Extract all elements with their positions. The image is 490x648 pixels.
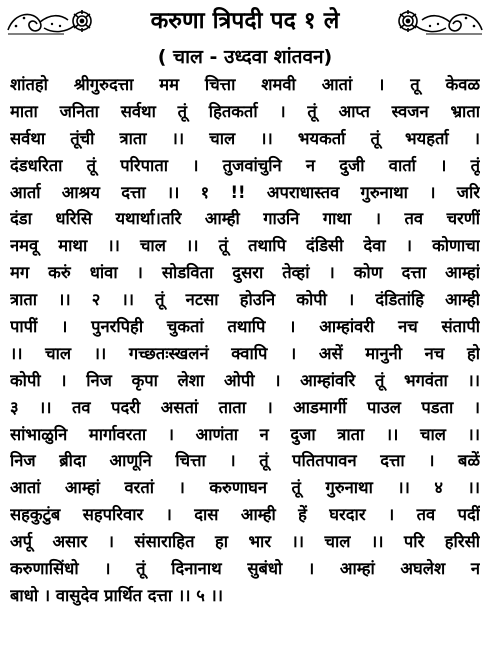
verse-line: सांभाळुनि मार्गावरता । आणंता न दुजा त्राता ।। चाल ।। xyxy=(10,424,480,444)
verse-line: निज ब्रीदा आणूनि चित्ता । तूं पतितपावन दत्ता । बळें xyxy=(10,451,480,471)
verse-line: ।। चाल ।। गच्छतःस्खलनं क्वापि । असें मानुनी नच हो xyxy=(10,343,480,363)
left-scroll-ornament-icon xyxy=(4,4,100,38)
verse-line: पापीं । पुनरपिही चुकतां तथापि । आम्हांवरी नच संतापी xyxy=(10,317,480,337)
page-header xyxy=(0,0,490,46)
right-scroll-ornament-icon xyxy=(390,4,486,38)
verse-line: नमवू माथा ।। चाल ।। तूं तथापि दंडिसी देवा । कोणाचा xyxy=(10,236,480,256)
verse-line: सहकुटुंब सहपरिवार । दास आम्ही हें घरदार । तव पदीं xyxy=(10,505,480,525)
verse-line: कोपी । निज कृपा लेशा ओपी । आम्हांवरि तूं भगवंता ।। xyxy=(10,370,480,390)
verse-line: त्राता ।। २ ।। तूं नटसा होउनि कोपी । दंडितांहि आम्ही xyxy=(10,290,480,310)
verse-line: अर्पू असार । संसाराहित हा भार ।। चाल ।। परि हरिसी xyxy=(10,532,480,552)
verse-line: सर्वथा तूंची त्राता ।। चाल ।। भयकर्ता तूं भयहर्ता । xyxy=(10,128,480,148)
verse-line: मग करुं धांवा । सोडविता दुसरा तेव्हां । कोण दत्ता आम्हां xyxy=(10,263,480,283)
verse-body xyxy=(10,72,480,610)
verse-line: आर्ता आश्रय दत्ता ।। १ !! अपराधास्तव गुरुनाथा । जरि xyxy=(10,182,480,202)
verse-line: बाधो । वासुदेव प्रार्थित दत्ता ।। ५ ।। xyxy=(10,585,224,605)
verse-line: दंडा धरिसि यथार्था।तरि आम्ही गाउनि गाथा । तव चरणीं xyxy=(10,209,480,229)
page-subtitle: ( चाल - उध्दवा शांतवन) xyxy=(157,46,333,68)
verse-line: ३ ।। तव पदरी असतां ताता । आडमार्गी पाउल पडता । xyxy=(10,397,480,417)
verse-line: दंडधरिता तूं परिपाता । तुजवांचुनि न दुजी वार्ता । तूं xyxy=(10,155,480,175)
verse-line: माता जनिता सर्वथा तूं हितकर्ता । तूं आप्त स्वजन भ्राता xyxy=(10,101,480,121)
verse-line: करुणासिंधो । तूं दिनानाथ सुबंधो । आम्हां अघलेश न xyxy=(10,559,480,579)
verse-line: आतां आम्हां वरतां । करुणाघन तूं गुरुनाथा ।। ४ ।। xyxy=(10,478,480,498)
verse-line: शांतहो श्रीगुरुदत्ता मम चित्ता शमवी आतां । तू केवळ xyxy=(10,75,480,94)
page-title: करुणा त्रिपदी पद १ ले xyxy=(150,8,340,34)
